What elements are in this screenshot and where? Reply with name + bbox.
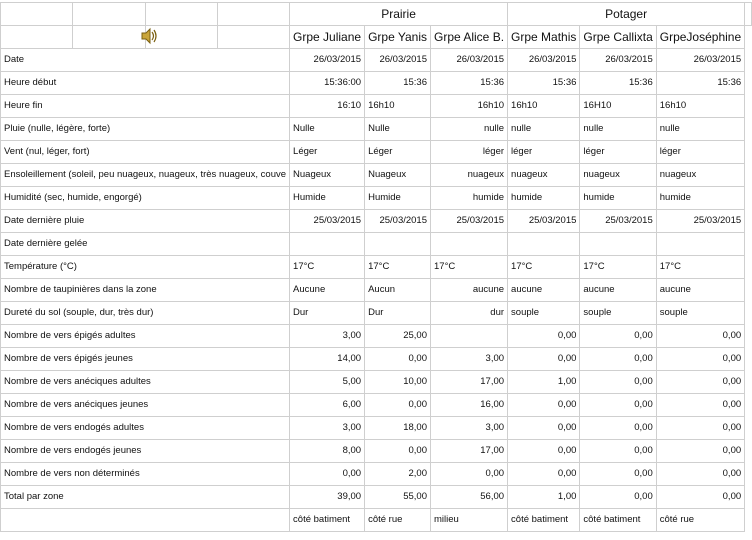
row-label[interactable]: Nombre de vers endogés jeunes xyxy=(1,440,290,463)
table-cell[interactable]: 0,00 xyxy=(508,348,580,371)
empty-cell[interactable] xyxy=(217,3,289,26)
row-label[interactable]: Nombre de vers épigés jeunes xyxy=(1,348,290,371)
table-cell[interactable]: Léger xyxy=(290,141,365,164)
group-potager[interactable]: Potager xyxy=(508,3,745,26)
table-cell[interactable]: 0,00 xyxy=(580,371,656,394)
table-cell[interactable]: 0,00 xyxy=(365,440,431,463)
row-label[interactable]: Heure début xyxy=(1,72,290,95)
table-row xyxy=(1,141,752,164)
table-cell[interactable] xyxy=(365,233,431,256)
row-label[interactable]: Pluie (nulle, légère, forte) xyxy=(1,118,290,141)
table-cell[interactable] xyxy=(431,233,508,256)
empty-cell[interactable] xyxy=(145,3,217,26)
table-cell[interactable]: 0,00 xyxy=(580,486,656,509)
table-cell[interactable]: 25/03/2015 xyxy=(580,210,656,233)
row-label[interactable]: Total par zone xyxy=(1,486,290,509)
table-cell[interactable]: 15:36 xyxy=(580,72,656,95)
row-label[interactable]: Nombre de taupinières dans la zone xyxy=(1,279,290,302)
table-cell[interactable]: 0,00 xyxy=(580,417,656,440)
table-cell[interactable]: 15:36:00 xyxy=(290,72,365,95)
row-label[interactable]: Température (°C) xyxy=(1,256,290,279)
table-cell[interactable]: 14,00 xyxy=(290,348,365,371)
row-label[interactable]: Date dernière gelée xyxy=(1,233,290,256)
table-cell[interactable]: Dur xyxy=(290,302,365,325)
table-cell[interactable]: 0,00 xyxy=(656,371,744,394)
table-cell[interactable]: 0,00 xyxy=(580,325,656,348)
empty-cell[interactable] xyxy=(73,26,145,49)
table-cell[interactable]: côté batiment xyxy=(508,509,580,532)
column-header-row xyxy=(1,26,752,49)
table-cell[interactable]: Nulle xyxy=(365,118,431,141)
table-row xyxy=(1,210,752,233)
table-row xyxy=(1,325,752,348)
row-label[interactable]: Humidité (sec, humide, engorgé) xyxy=(1,187,290,210)
table-cell[interactable] xyxy=(290,233,365,256)
table-cell[interactable]: Léger xyxy=(365,141,431,164)
table-cell[interactable]: 16,00 xyxy=(431,394,508,417)
table-cell[interactable]: souple xyxy=(580,302,656,325)
table-row xyxy=(1,118,752,141)
table-cell[interactable]: 0,00 xyxy=(656,348,744,371)
table-cell[interactable]: humide xyxy=(656,187,744,210)
table-cell[interactable]: 26/03/2015 xyxy=(508,49,580,72)
table-cell[interactable]: 17°C xyxy=(580,256,656,279)
table-cell[interactable]: léger xyxy=(656,141,744,164)
table-cell[interactable]: 1,00 xyxy=(508,371,580,394)
table-row xyxy=(1,348,752,371)
table-cell[interactable]: 39,00 xyxy=(290,486,365,509)
table-cell[interactable]: 0,00 xyxy=(431,463,508,486)
table-cell[interactable]: Dur xyxy=(365,302,431,325)
table-cell[interactable]: 0,00 xyxy=(508,394,580,417)
table-cell[interactable]: 0,00 xyxy=(508,440,580,463)
table-row xyxy=(1,279,752,302)
table-cell[interactable]: 0,00 xyxy=(290,463,365,486)
row-label[interactable] xyxy=(1,509,290,532)
table-cell[interactable]: nuageux xyxy=(656,164,744,187)
table-cell[interactable]: 15:36 xyxy=(431,72,508,95)
column-header[interactable]: Grpe Mathis xyxy=(508,26,580,49)
table-cell[interactable]: 0,00 xyxy=(656,417,744,440)
row-label[interactable]: Date dernière pluie xyxy=(1,210,290,233)
table-cell[interactable]: 15:36 xyxy=(508,72,580,95)
table-cell[interactable]: nulle xyxy=(656,118,744,141)
table-cell[interactable]: Humide xyxy=(365,187,431,210)
table-cell[interactable]: 0,00 xyxy=(508,325,580,348)
row-label[interactable]: Vent (nul, léger, fort) xyxy=(1,141,290,164)
table-cell[interactable]: nuageux xyxy=(431,164,508,187)
table-cell[interactable]: Aucune xyxy=(290,279,365,302)
table-cell[interactable]: 16h10 xyxy=(365,95,431,118)
table-cell[interactable]: Aucun xyxy=(365,279,431,302)
table-cell[interactable]: Humide xyxy=(290,187,365,210)
table-cell[interactable]: 17°C xyxy=(431,256,508,279)
table-cell[interactable]: 26/03/2015 xyxy=(580,49,656,72)
table-cell[interactable]: 26/03/2015 xyxy=(431,49,508,72)
table-cell[interactable]: 0,00 xyxy=(656,325,744,348)
table-row xyxy=(1,72,752,95)
table-cell[interactable]: nuageux xyxy=(580,164,656,187)
table-cell[interactable]: 0,00 xyxy=(580,463,656,486)
empty-cell[interactable] xyxy=(1,26,73,49)
group-prairie[interactable]: Prairie xyxy=(290,3,508,26)
row-label[interactable]: Date xyxy=(1,49,290,72)
table-cell[interactable]: souple xyxy=(656,302,744,325)
table-cell[interactable]: 17°C xyxy=(290,256,365,279)
table-cell[interactable]: 3,00 xyxy=(431,348,508,371)
table-cell[interactable] xyxy=(580,233,656,256)
table-cell[interactable]: 0,00 xyxy=(580,394,656,417)
table-cell[interactable]: 0,00 xyxy=(508,463,580,486)
table-row xyxy=(1,394,752,417)
table-cell[interactable]: 1,00 xyxy=(508,486,580,509)
table-cell[interactable]: 25/03/2015 xyxy=(656,210,744,233)
column-header[interactable]: Grpe Callixta xyxy=(580,26,656,49)
table-row xyxy=(1,509,752,532)
table-row xyxy=(1,371,752,394)
table-cell[interactable]: aucune xyxy=(656,279,744,302)
table-cell[interactable]: nulle xyxy=(431,118,508,141)
table-cell[interactable]: 25/03/2015 xyxy=(290,210,365,233)
table-cell[interactable]: 16H10 xyxy=(580,95,656,118)
table-cell[interactable]: nuageux xyxy=(508,164,580,187)
table-cell[interactable]: 16h10 xyxy=(508,95,580,118)
table-cell[interactable]: 3,00 xyxy=(290,417,365,440)
table-cell[interactable]: 17°C xyxy=(508,256,580,279)
table-cell[interactable]: 17°C xyxy=(656,256,744,279)
table-row xyxy=(1,49,752,72)
table-cell[interactable]: 6,00 xyxy=(290,394,365,417)
table-cell[interactable]: léger xyxy=(508,141,580,164)
empty-cell[interactable] xyxy=(217,26,289,49)
table-row xyxy=(1,486,752,509)
table-cell[interactable]: 0,00 xyxy=(656,486,744,509)
table-cell[interactable]: souple xyxy=(508,302,580,325)
row-label[interactable]: Nombre de vers anéciques adultes xyxy=(1,371,290,394)
table-row xyxy=(1,463,752,486)
table-cell[interactable]: Nuageux xyxy=(290,164,365,187)
row-label[interactable]: Dureté du sol (souple, dur, très dur) xyxy=(1,302,290,325)
table-cell[interactable]: 15:36 xyxy=(656,72,744,95)
table-cell[interactable]: 18,00 xyxy=(365,417,431,440)
table-cell[interactable]: 26/03/2015 xyxy=(365,49,431,72)
table-cell[interactable]: nulle xyxy=(580,118,656,141)
table-cell[interactable]: 10,00 xyxy=(365,371,431,394)
data-table xyxy=(0,2,752,532)
column-header[interactable]: Grpe Alice B. xyxy=(431,26,508,49)
table-row xyxy=(1,440,752,463)
table-row xyxy=(1,417,752,440)
table-cell[interactable]: côté rue xyxy=(365,509,431,532)
table-cell[interactable]: léger xyxy=(580,141,656,164)
table-cell[interactable]: côté batiment xyxy=(580,509,656,532)
table-cell[interactable]: Nuageux xyxy=(365,164,431,187)
table-cell[interactable] xyxy=(656,233,744,256)
empty-cell[interactable] xyxy=(745,3,752,26)
table-row xyxy=(1,256,752,279)
table-row xyxy=(1,164,752,187)
table-cell[interactable]: 55,00 xyxy=(365,486,431,509)
table-cell[interactable]: aucune xyxy=(580,279,656,302)
column-header[interactable]: Grpe Juliane xyxy=(290,26,365,49)
table-cell[interactable]: nulle xyxy=(508,118,580,141)
table-cell[interactable]: 0,00 xyxy=(365,348,431,371)
table-cell[interactable]: dur xyxy=(431,302,508,325)
table-cell[interactable]: 16:10 xyxy=(290,95,365,118)
speaker-icon[interactable] xyxy=(139,26,159,46)
table-cell[interactable]: 0,00 xyxy=(580,440,656,463)
empty-cell[interactable] xyxy=(73,3,145,26)
table-cell[interactable]: humide xyxy=(431,187,508,210)
table-row xyxy=(1,302,752,325)
table-cell[interactable]: milieu xyxy=(431,509,508,532)
group-header-row xyxy=(1,3,752,26)
table-cell[interactable]: 8,00 xyxy=(290,440,365,463)
table-cell[interactable]: 17,00 xyxy=(431,371,508,394)
table-cell[interactable]: 0,00 xyxy=(656,440,744,463)
row-label[interactable]: Nombre de vers anéciques jeunes xyxy=(1,394,290,417)
table-cell[interactable]: 0,00 xyxy=(656,394,744,417)
row-label[interactable]: Nombre de vers non déterminés xyxy=(1,463,290,486)
row-label[interactable]: Heure fin xyxy=(1,95,290,118)
table-cell[interactable]: 17°C xyxy=(365,256,431,279)
table-cell[interactable]: côté rue xyxy=(656,509,744,532)
table-cell[interactable]: 15:36 xyxy=(365,72,431,95)
table-cell[interactable]: 2,00 xyxy=(365,463,431,486)
column-header[interactable]: Grpe Yanis xyxy=(365,26,431,49)
table-cell[interactable]: 25/03/2015 xyxy=(431,210,508,233)
table-cell[interactable]: 3,00 xyxy=(431,417,508,440)
table-cell[interactable]: 25,00 xyxy=(365,325,431,348)
row-label[interactable]: Ensoleillement (soleil, peu nuageux, nuageux, très nuageux, couve xyxy=(1,164,290,187)
table-cell[interactable] xyxy=(431,325,508,348)
table-cell[interactable]: 0,00 xyxy=(508,417,580,440)
table-cell[interactable]: 0,00 xyxy=(656,463,744,486)
table-cell[interactable]: humide xyxy=(508,187,580,210)
table-cell[interactable]: 0,00 xyxy=(365,394,431,417)
table-cell[interactable]: 25/03/2015 xyxy=(508,210,580,233)
table-cell[interactable]: 26/03/2015 xyxy=(290,49,365,72)
table-cell[interactable]: 0,00 xyxy=(580,348,656,371)
table-cell[interactable]: 17,00 xyxy=(431,440,508,463)
table-row xyxy=(1,95,752,118)
table-cell[interactable]: côté batiment xyxy=(290,509,365,532)
column-header[interactable]: GrpeJoséphine xyxy=(656,26,744,49)
table-cell[interactable]: 25/03/2015 xyxy=(365,210,431,233)
table-cell[interactable]: 26/03/2015 xyxy=(656,49,744,72)
table-cell[interactable] xyxy=(508,233,580,256)
table-row xyxy=(1,187,752,210)
table-cell[interactable]: Nulle xyxy=(290,118,365,141)
table-cell[interactable]: léger xyxy=(431,141,508,164)
row-label[interactable]: Nombre de vers épigés adultes xyxy=(1,325,290,348)
table-cell[interactable]: 16h10 xyxy=(656,95,744,118)
table-cell[interactable]: 3,00 xyxy=(290,325,365,348)
table-cell[interactable]: 16h10 xyxy=(431,95,508,118)
table-cell[interactable]: aucune xyxy=(508,279,580,302)
row-label[interactable]: Nombre de vers endogés adultes xyxy=(1,417,290,440)
empty-cell[interactable] xyxy=(1,3,73,26)
table-cell[interactable]: 5,00 xyxy=(290,371,365,394)
table-cell[interactable]: humide xyxy=(580,187,656,210)
table-cell[interactable]: 56,00 xyxy=(431,486,508,509)
table-cell[interactable]: aucune xyxy=(431,279,508,302)
table-row xyxy=(1,233,752,256)
